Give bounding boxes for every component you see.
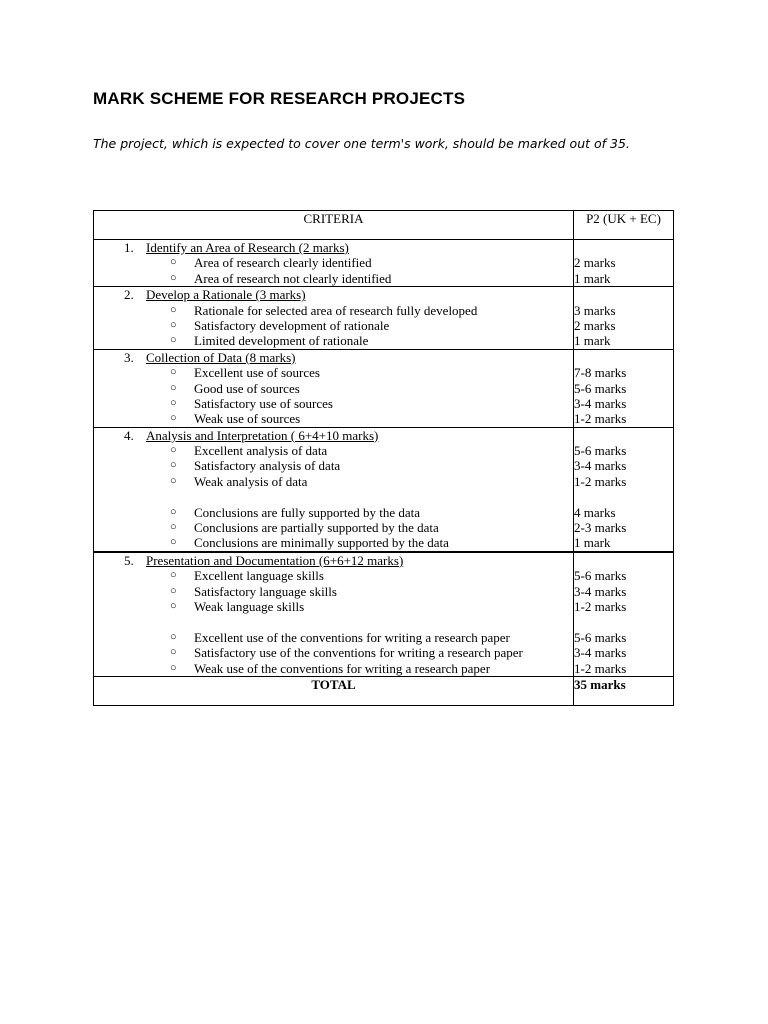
section-number: 3. — [124, 349, 134, 365]
section-title: Analysis and Interpretation ( 6+4+10 marks) — [146, 427, 379, 443]
criterion-text: Excellent analysis of data — [194, 443, 328, 459]
hollow-circle-bullet-icon: ○ — [170, 256, 177, 269]
list-item — [94, 599, 573, 614]
section-heading — [94, 428, 573, 443]
criterion-text: Satisfactory analysis of data — [194, 458, 341, 474]
hollow-circle-bullet-icon: ○ — [170, 599, 177, 612]
section-title: Develop a Rationale (3 marks) — [146, 287, 306, 303]
criterion-text: Limited development of rationale — [194, 333, 369, 349]
hollow-circle-bullet-icon: ○ — [170, 381, 177, 394]
criterion-text: Excellent language skills — [194, 568, 324, 584]
section-number: 5. — [124, 552, 134, 568]
section-heading — [94, 350, 573, 365]
criterion-text: Satisfactory language skills — [194, 583, 337, 599]
marks-cell — [574, 240, 674, 287]
criterion-text: Area of research not clearly identified — [194, 270, 392, 286]
hollow-circle-bullet-icon: ○ — [170, 630, 177, 643]
criterion-text: Area of research clearly identified — [194, 255, 372, 271]
section-heading — [94, 240, 573, 255]
mark-value: 5-6 marks — [574, 629, 627, 645]
hollow-circle-bullet-icon: ○ — [170, 569, 177, 582]
list-item — [94, 630, 573, 645]
list-item — [94, 318, 573, 333]
section-heading — [94, 287, 573, 302]
mark-scheme-table — [93, 210, 674, 706]
mark-value: 5-6 marks — [574, 568, 627, 584]
criterion-text: Satisfactory use of sources — [194, 395, 333, 411]
list-item — [94, 303, 573, 318]
criteria-cell — [94, 427, 574, 552]
list-item — [94, 381, 573, 396]
marks-cell — [574, 287, 674, 350]
section-title: Collection of Data (8 marks) — [146, 349, 296, 365]
table-row — [94, 427, 674, 552]
hollow-circle-bullet-icon: ○ — [170, 521, 177, 534]
marks-cell — [574, 552, 674, 677]
criterion-text: Weak language skills — [194, 598, 305, 614]
section-number: 1. — [124, 240, 134, 255]
mark-value: 3-4 marks — [574, 583, 627, 599]
criteria-cell — [94, 552, 574, 677]
criterion-text: Conclusions are partially supported by the data — [194, 520, 439, 536]
mark-value: 2 marks — [574, 317, 616, 333]
mark-value: 1-2 marks — [574, 411, 627, 427]
sections-body — [94, 240, 674, 677]
criterion-text: Excellent use of the conventions for writing a research paper — [194, 629, 510, 645]
mark-value: 1-2 marks — [574, 598, 627, 614]
criterion-text: Satisfactory use of the conventions for writing a research paper — [194, 645, 523, 661]
list-item — [94, 535, 573, 550]
section-number: 2. — [124, 287, 134, 303]
page-subtitle: The project, which is expected to cover one term's work, should be marked out of 35. — [93, 136, 630, 151]
list-item — [94, 443, 573, 458]
mark-value: 7-8 marks — [574, 365, 627, 381]
table-header-row — [94, 211, 674, 240]
criterion-text: Rationale for selected area of research fully developed — [194, 302, 478, 318]
list-item — [94, 365, 573, 380]
hollow-circle-bullet-icon: ○ — [170, 584, 177, 597]
list-item — [94, 474, 573, 489]
mark-value: 3-4 marks — [574, 458, 627, 474]
total-row — [94, 676, 674, 705]
criterion-text: Weak use of the conventions for writing a research paper — [194, 660, 491, 676]
marks-header: P2 (UK + EC) — [574, 211, 674, 240]
criteria-header: CRITERIA — [94, 211, 574, 240]
criterion-text: Good use of sources — [194, 380, 300, 396]
mark-value: 5-6 marks — [574, 443, 627, 459]
mark-value: 5-6 marks — [574, 380, 627, 396]
section-number: 4. — [124, 427, 134, 443]
criterion-text: Weak use of sources — [194, 411, 301, 427]
list-item — [94, 520, 573, 535]
list-item — [94, 411, 573, 426]
criterion-text: Conclusions are fully supported by the data — [194, 504, 421, 520]
mark-value: 1 mark — [574, 270, 611, 286]
list-item — [94, 505, 573, 520]
criteria-cell — [94, 287, 574, 350]
total-value: 35 marks — [574, 676, 674, 705]
list-item — [94, 271, 573, 286]
hollow-circle-bullet-icon: ○ — [170, 661, 177, 674]
mark-value: 3-4 marks — [574, 645, 627, 661]
mark-value: 1 mark — [574, 535, 611, 551]
hollow-circle-bullet-icon: ○ — [170, 536, 177, 549]
list-item — [94, 645, 573, 660]
hollow-circle-bullet-icon: ○ — [170, 444, 177, 457]
mark-value: 4 marks — [574, 504, 616, 520]
criterion-text: Weak analysis of data — [194, 473, 308, 489]
mark-value: 2-3 marks — [574, 520, 627, 536]
table-row — [94, 287, 674, 350]
list-item — [94, 458, 573, 473]
list-item — [94, 661, 573, 676]
hollow-circle-bullet-icon: ○ — [170, 318, 177, 331]
mark-value: 1 mark — [574, 333, 611, 349]
mark-value: 1-2 marks — [574, 473, 627, 489]
criteria-cell — [94, 240, 574, 287]
list-item — [94, 568, 573, 583]
page-title: MARK SCHEME FOR RESEARCH PROJECTS — [93, 89, 466, 108]
table-row — [94, 552, 674, 677]
table-row — [94, 240, 674, 287]
section-title: Presentation and Documentation (6+6+12 marks) — [146, 552, 404, 568]
section-title: Identify an Area of Research (2 marks) — [146, 240, 349, 255]
list-item — [94, 396, 573, 411]
mark-value: 3-4 marks — [574, 395, 627, 411]
hollow-circle-bullet-icon: ○ — [170, 505, 177, 518]
hollow-circle-bullet-icon: ○ — [170, 412, 177, 425]
hollow-circle-bullet-icon: ○ — [170, 334, 177, 347]
marks-cell — [574, 427, 674, 552]
section-heading — [94, 553, 573, 568]
mark-value: 1-2 marks — [574, 660, 627, 676]
hollow-circle-bullet-icon: ○ — [170, 474, 177, 487]
hollow-circle-bullet-icon: ○ — [170, 459, 177, 472]
total-label: TOTAL — [94, 676, 574, 705]
hollow-circle-bullet-icon: ○ — [170, 303, 177, 316]
hollow-circle-bullet-icon: ○ — [170, 396, 177, 409]
list-item — [94, 333, 573, 348]
marks-cell — [574, 349, 674, 427]
hollow-circle-bullet-icon: ○ — [170, 646, 177, 659]
hollow-circle-bullet-icon: ○ — [170, 366, 177, 379]
criterion-text: Excellent use of sources — [194, 365, 320, 381]
criteria-cell — [94, 349, 574, 427]
table-row — [94, 349, 674, 427]
mark-value: 2 marks — [574, 255, 616, 271]
list-item — [94, 584, 573, 599]
mark-value: 3 marks — [574, 302, 616, 318]
criterion-text: Satisfactory development of rationale — [194, 317, 390, 333]
hollow-circle-bullet-icon: ○ — [170, 271, 177, 284]
criterion-text: Conclusions are minimally supported by the data — [194, 535, 449, 551]
list-item — [94, 255, 573, 270]
